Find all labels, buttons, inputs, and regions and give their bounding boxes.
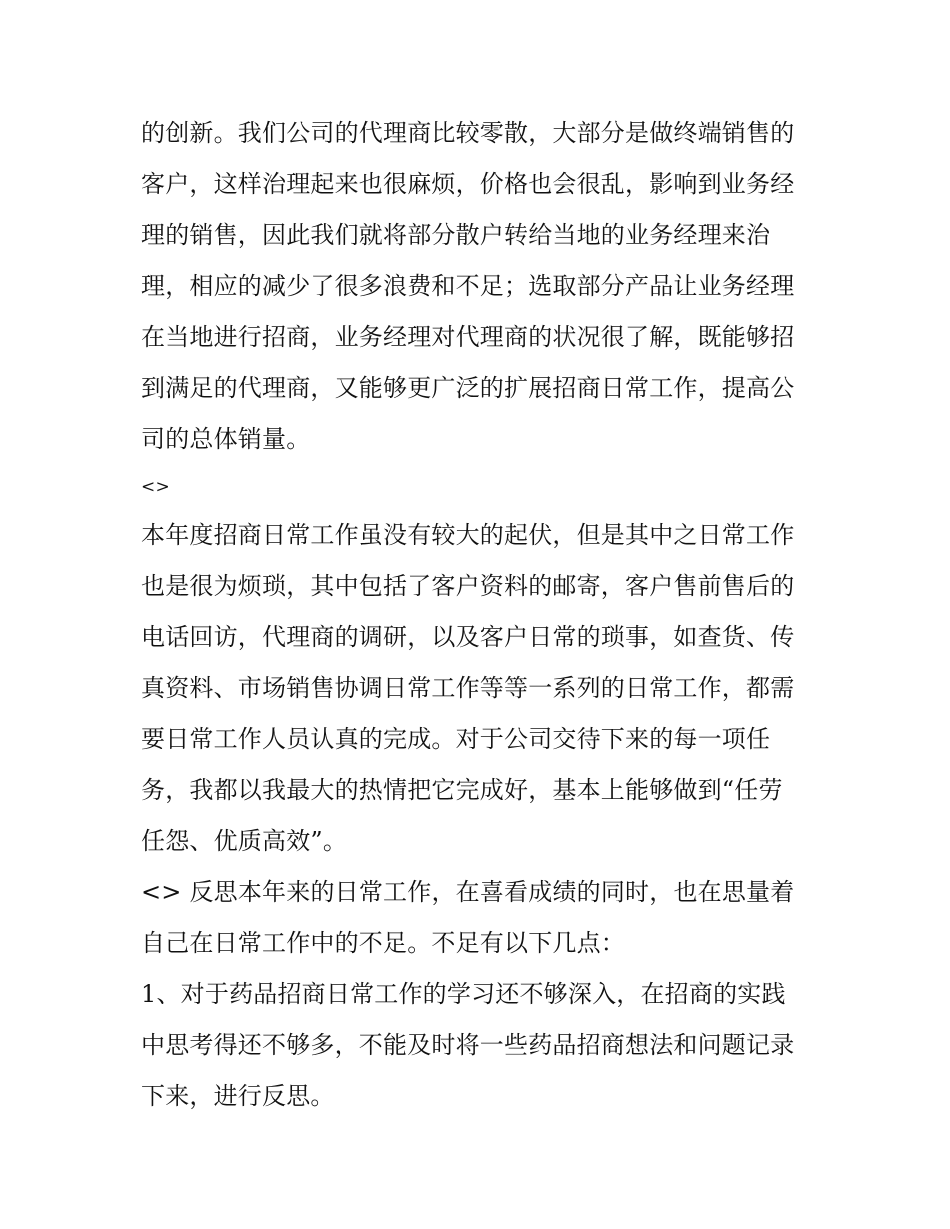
text-line: 也是很为烦琐，其中包括了客户资料的邮寄，客户售前售后的 <box>141 572 795 600</box>
text-line: 任怨、优质高效”。 <box>141 827 348 855</box>
text-line: 客户，这样治理起来也很麻烦，价格也会很乱，影响到业务经 <box>141 170 795 198</box>
text-line: 理的销售，因此我们就将部分散户转给当地的业务经理来治 <box>141 221 771 249</box>
text-line: 本年度招商日常工作虽没有较大的起伏，但是其中之日常工作 <box>141 521 795 549</box>
text-line: 务，我都以我最大的热情把它完成好，基本上能够做到“任劳 <box>141 776 783 804</box>
text-line: 要日常工作人员认真的完成。对于公司交待下来的每一项任 <box>141 725 771 753</box>
text-line: 的创新。我们公司的代理商比较零散，大部分是做终端销售的 <box>141 119 795 147</box>
text-line: 真资料、市场销售协调日常工作等等一系列的日常工作，都需 <box>141 674 795 702</box>
text-line: 到满足的代理商，又能够更广泛的扩展招商日常工作，提高公 <box>141 374 795 402</box>
text-line: <> 反思本年来的日常工作，在喜看成绩的同时，也在思量着 <box>141 878 795 906</box>
document-body <box>141 108 813 1122</box>
text-line: 1、对于药品招商日常工作的学习还不够深入，在招商的实践 <box>141 980 786 1008</box>
text-line: 在当地进行招商，业务经理对代理商的状况很了解，既能够招 <box>141 323 795 351</box>
text-line: 下来，进行反思。 <box>141 1082 335 1110</box>
section-marker: <> <box>141 477 170 497</box>
text-line: 理，相应的减少了很多浪费和不足；选取部分产品让业务经理 <box>141 272 795 300</box>
text-line: 司的总体销量。 <box>141 425 311 453</box>
text-line: 电话回访，代理商的调研，以及客户日常的琐事，如查货、传 <box>141 623 795 651</box>
text-line: 中思考得还不够多，不能及时将一些药品招商想法和问题记录 <box>141 1031 795 1059</box>
text-line: 自己在日常工作中的不足。不足有以下几点： <box>141 929 625 957</box>
